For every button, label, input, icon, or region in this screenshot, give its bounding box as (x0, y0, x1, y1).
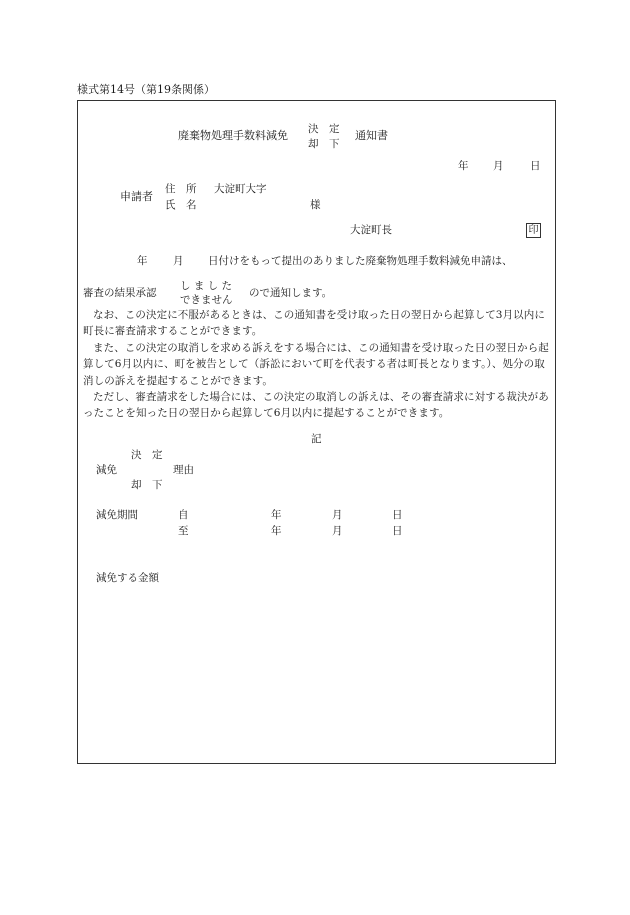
title-option-decided: 決 定 (308, 123, 340, 135)
application-year: 年 (137, 255, 148, 267)
applicant-label: 申請者 (120, 190, 153, 203)
notice-paragraph: また、この決定の取消しを求める訴えをする場合には、この通知書を受け取った日の翌日から起算して6月以内に、町を被告として（訴訟において町を代表する者は町長となります。）、処分の取消しの訴えを提起することができます。 (83, 342, 549, 387)
title-prefix: 廃棄物処理手数料減免 (178, 129, 288, 142)
reason-option-decided: 決 定 (131, 449, 163, 461)
period-from-year: 年 (271, 509, 282, 521)
seal-mark: 印 (526, 223, 541, 238)
address-label: 住 所 (165, 183, 197, 195)
period-to: 至 (178, 525, 189, 537)
result-option-not-done: できません (180, 294, 233, 306)
result-label: 審査の結果承認 (83, 287, 157, 299)
period-from-month: 月 (332, 509, 343, 521)
issue-date-day: 日 (530, 160, 541, 172)
issue-date-year: 年 (458, 160, 469, 172)
notice-paragraph: なお、この決定に不服があるときは、この通知書を受け取った日の翌日から起算して3月以内に町長に審査請求することができます。 (83, 309, 545, 338)
reduction-label: 減免 (96, 464, 117, 476)
title-suffix: 通知書 (355, 129, 388, 142)
address-value: 大淀町大字 (214, 183, 267, 195)
form-number: 様式第14号（第19条関係） (77, 83, 215, 96)
name-label: 氏 名 (165, 199, 197, 211)
period-to-month: 月 (332, 525, 343, 537)
period-from: 自 (178, 509, 189, 521)
reason-label: 理由 (173, 464, 194, 476)
issue-date-month: 月 (493, 160, 504, 172)
period-to-year: 年 (271, 525, 282, 537)
period-from-day: 日 (392, 509, 403, 521)
result-suffix: ので通知します。 (249, 287, 333, 299)
honorific: 様 (310, 199, 321, 211)
title-option-rejected: 却 下 (308, 138, 340, 150)
notice-paragraph: ただし、審査請求をした場合には、この決定の取消しの訴えは、その審査請求に対する裁決があったことを知った日の翌日から起算して6月以内に提起することができます。 (83, 391, 549, 420)
period-to-day: 日 (392, 525, 403, 537)
result-option-done: し ま し た (180, 280, 233, 292)
reason-option-rejected: 却 下 (131, 479, 163, 491)
record-heading: 記 (311, 433, 322, 445)
issuer-title: 大淀町長 (350, 224, 392, 236)
reduction-amount-label: 減免する金額 (96, 572, 159, 584)
period-label: 減免期間 (96, 509, 138, 521)
application-text: 日付けをもって提出のありました廃棄物処理手数料減免申請は、 (208, 255, 513, 267)
application-month: 月 (173, 255, 184, 267)
